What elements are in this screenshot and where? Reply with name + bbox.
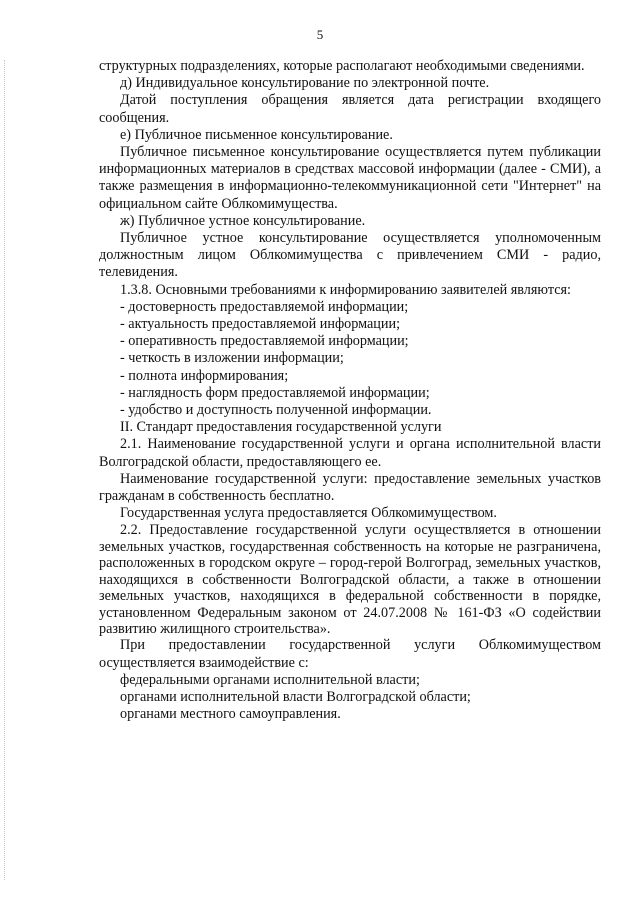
paragraph-2-1: 2.1. Наименование государственной услуги и органа исполнительной власти Волгоградской области, предоставляющего ее. (99, 436, 601, 470)
paragraph: При предоставлении государственной услуги Облкомимуществом осуществляется взаимодействие с: (99, 637, 601, 671)
document-body (99, 58, 601, 723)
requirements-list (99, 299, 601, 419)
paragraph-2-2: 2.2. Предоставление государственной услуги осуществляется в отношении земельных участков, государственная собственность на которые не разграничена, расположенных в городском округе – город-герой Волгоград, земельных участков, находящихся в собственности Волгоградской области, а также в отношении земельных участков, находящихся в федеральной собственности в порядке, установленном Федеральным законом от 24.07.2008 № 161-ФЗ «О содействии развитию жилищного строительства». (99, 522, 601, 637)
list-item: - наглядность форм предоставляемой информации; (120, 384, 430, 401)
paragraph: Наименование государственной услуги: предоставление земельных участков гражданам в собственность бесплатно. (99, 470, 601, 505)
list-item: - четкость в изложении информации; (120, 350, 344, 367)
paragraph: Публичное письменное консультирование осуществляется путем публикации информационных материалов в средствах массовой информации (далее - СМИ), а также размещения в информационно-телекоммуникационной сети "Интернет" на официальном сайте Облкомимущества. (99, 144, 601, 212)
paragraph: органами местного самоуправления. (120, 706, 341, 723)
list-item: - оперативность предоставляемой информации; (120, 333, 409, 350)
paragraph-item-e: е) Публичное письменное консультирование. (120, 126, 393, 143)
section-title: II. Стандарт предоставления государственной услуги (120, 419, 442, 436)
list-item: - удобство и доступность полученной информации. (120, 402, 432, 419)
paragraph: федеральными органами исполнительной власти; (120, 671, 420, 688)
list-item: - актуальность предоставляемой информации; (120, 316, 401, 333)
scan-edge (4, 60, 6, 880)
paragraph: органами исполнительной власти Волгоградской области; (120, 688, 471, 705)
paragraph-continuation: структурных подразделениях, которые располагают необходимыми сведениями. (99, 58, 585, 74)
paragraph: Государственная услуга предоставляется Облкомимуществом. (120, 505, 497, 522)
paragraph-1-3-8: 1.3.8. Основными требованиями к информированию заявителей являются: (120, 281, 571, 298)
page-number: 5 (316, 27, 324, 42)
list-item: - достоверность предоставляемой информации; (120, 298, 409, 315)
paragraph-item-zh: ж) Публичное устное консультирование. (120, 212, 366, 229)
paragraph: Публичное устное консультирование осуществляется уполномоченным должностным лицом Облкомимущества с привлечением СМИ - радио, телевидения. (99, 230, 601, 281)
list-item: - полнота информирования; (120, 367, 289, 384)
paragraph: Датой поступления обращения является дата регистрации входящего сообщения. (99, 92, 601, 126)
paragraph-item-d: д) Индивидуальное консультирование по электронной почте. (120, 75, 490, 92)
